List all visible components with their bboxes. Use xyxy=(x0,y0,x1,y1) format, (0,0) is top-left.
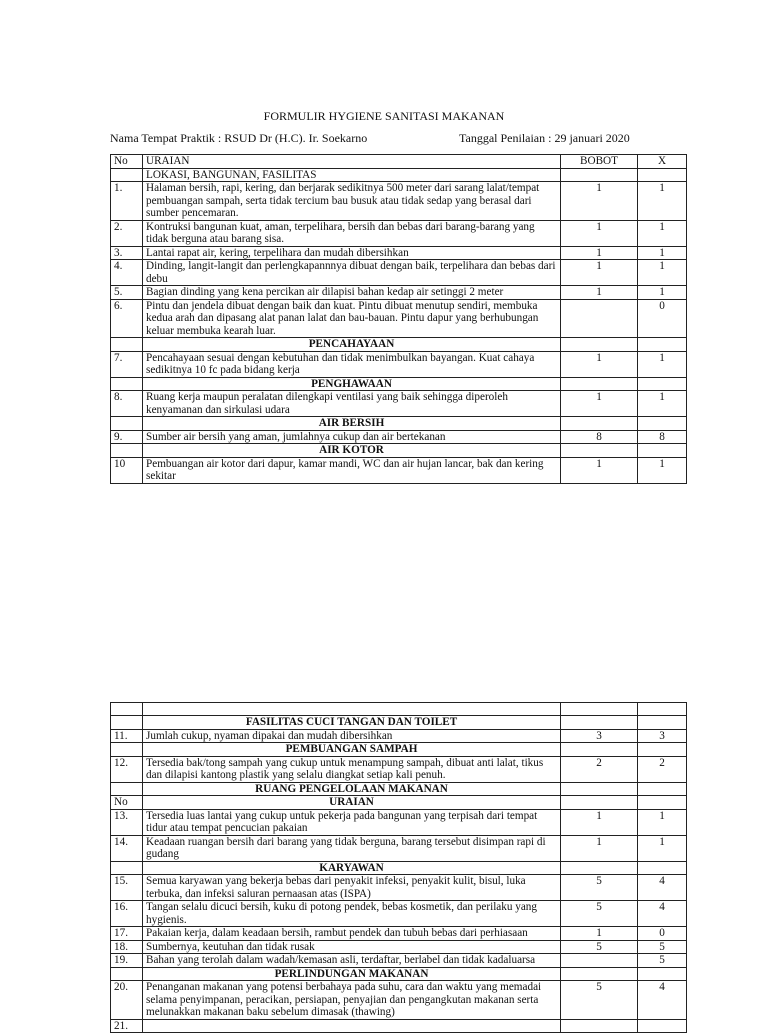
item-x: 4 xyxy=(638,981,687,1020)
table-row xyxy=(111,430,687,444)
blank-cell xyxy=(111,703,143,716)
item-x xyxy=(638,1019,687,1033)
item-bobot: 1 xyxy=(561,835,638,861)
item-number: 1. xyxy=(111,182,143,221)
hygiene-table-1 xyxy=(110,154,687,484)
item-bobot: 5 xyxy=(561,875,638,901)
blank-row xyxy=(111,703,687,716)
item-description: Dinding, langit-langit dan perlengkapannnya dibuat dengan baik, terpelihara dan bebas dari debu xyxy=(143,260,561,286)
item-bobot: 5 xyxy=(561,940,638,954)
item-x: 8 xyxy=(638,430,687,444)
table-row xyxy=(111,457,687,483)
item-x: 1 xyxy=(638,246,687,260)
item-number: 15. xyxy=(111,875,143,901)
item-bobot: 1 xyxy=(561,220,638,246)
item-number: 13. xyxy=(111,809,143,835)
item-description: Semua karyawan yang bekerja bebas dari penyakit infeksi, penyakit kulit, bisul, luka terbuka, dan infeksi saluran pernaasan atas (ISPA) xyxy=(143,875,561,901)
item-x: 1 xyxy=(638,351,687,377)
table-row xyxy=(111,182,687,221)
section-row xyxy=(111,444,687,458)
item-description: Pakaian kerja, dalam keadaan bersih, rambut pendek dan tubuh bebas dari perhiasaan xyxy=(143,927,561,941)
item-description: Lantai rapat air, kering, terpelihara dan mudah dibersihkan xyxy=(143,246,561,260)
table-row xyxy=(111,835,687,861)
item-number: 18. xyxy=(111,940,143,954)
section-spacer xyxy=(111,444,143,458)
item-x: 0 xyxy=(638,299,687,338)
table-row xyxy=(111,391,687,417)
item-number: 11. xyxy=(111,729,143,743)
section-heading: PEMBUANGAN SAMPAH xyxy=(143,743,561,757)
table-row xyxy=(111,901,687,927)
item-bobot: 8 xyxy=(561,430,638,444)
hygiene-table-2 xyxy=(110,702,687,1033)
section-spacer xyxy=(638,417,687,431)
table-row xyxy=(111,756,687,782)
table-row xyxy=(111,220,687,246)
section-spacer xyxy=(638,716,687,730)
section-row xyxy=(111,417,687,431)
item-x: 2 xyxy=(638,756,687,782)
section-row xyxy=(111,967,687,981)
category-spacer xyxy=(561,168,638,182)
item-description: Keadaan ruangan bersih dari barang yang tidak berguna, barang tersebut disimpan rapi di gudang xyxy=(143,835,561,861)
item-bobot xyxy=(561,1019,638,1033)
item-description xyxy=(143,1019,561,1033)
category-spacer xyxy=(111,168,143,182)
header-no: No xyxy=(111,155,143,169)
item-bobot: 1 xyxy=(561,260,638,286)
item-number: 5. xyxy=(111,286,143,300)
section-heading: KARYAWAN xyxy=(143,861,561,875)
item-bobot: 1 xyxy=(561,286,638,300)
item-x: 5 xyxy=(638,940,687,954)
item-number: 8. xyxy=(111,391,143,417)
item-description: Pencahayaan sesuai dengan kebutuhan dan tidak menimbulkan bayangan. Kuat cahaya sedikitnya 10 fc pada bidang kerja xyxy=(143,351,561,377)
section-spacer xyxy=(638,782,687,796)
blank-cell xyxy=(143,703,561,716)
item-x: 1 xyxy=(638,220,687,246)
table-header-row xyxy=(111,155,687,169)
table-row xyxy=(111,809,687,835)
item-bobot: 1 xyxy=(561,246,638,260)
table-row xyxy=(111,927,687,941)
section-row xyxy=(111,338,687,352)
item-description: Jumlah cukup, nyaman dipakai dan mudah dibersihkan xyxy=(143,729,561,743)
item-description: Sumber air bersih yang aman, jumlahnya cukup dan air bertekanan xyxy=(143,430,561,444)
section-spacer xyxy=(561,967,638,981)
item-number: 17. xyxy=(111,927,143,941)
item-description: Bagian dinding yang kena percikan air dilapisi bahan kedap air setinggi 2 meter xyxy=(143,286,561,300)
item-x: 1 xyxy=(638,391,687,417)
item-bobot xyxy=(561,954,638,968)
item-number: 7. xyxy=(111,351,143,377)
item-number: 20. xyxy=(111,981,143,1020)
section-spacer xyxy=(111,338,143,352)
item-description: Pembuangan air kotor dari dapur, kamar mandi, WC dan air hujan lancar, bak dan kering sekitar xyxy=(143,457,561,483)
section-row xyxy=(111,861,687,875)
item-number: 14. xyxy=(111,835,143,861)
section-row xyxy=(111,743,687,757)
blank-cell xyxy=(561,703,638,716)
section-spacer xyxy=(111,861,143,875)
section-spacer xyxy=(111,716,143,730)
item-x: 0 xyxy=(638,927,687,941)
category-row xyxy=(111,168,687,182)
item-description: Pintu dan jendela dibuat dengan baik dan kuat. Pintu dibuat menutup sendiri, membuka kedua arah dan dipasang alat panan lalat dan bau-bauan. Pintu dapur yang berhubungan keluar membuka kearah luar. xyxy=(143,299,561,338)
section-heading: PERLINDUNGAN MAKANAN xyxy=(143,967,561,981)
item-x: 1 xyxy=(638,286,687,300)
subheader-row xyxy=(111,796,687,810)
table-row xyxy=(111,875,687,901)
table-row xyxy=(111,246,687,260)
item-number: 9. xyxy=(111,430,143,444)
item-description: Tangan selalu dicuci bersih, kuku di potong pendek, bebas kosmetik, dan perilaku yang hygienis. xyxy=(143,901,561,927)
section-heading: AIR BERSIH xyxy=(143,417,561,431)
item-bobot: 1 xyxy=(561,391,638,417)
section-spacer xyxy=(561,417,638,431)
section-heading: FASILITAS CUCI TANGAN DAN TOILET xyxy=(143,716,561,730)
table-row xyxy=(111,981,687,1020)
item-x: 5 xyxy=(638,954,687,968)
item-description: Penanganan makanan yang potensi berbahaya pada suhu, cara dan waktu yang memadai selama penyimpanan, peracikan, persiapan, penyajian dan pengangkutan makanan serta melunakkan makanan baku sebelum dimasak (thawing) xyxy=(143,981,561,1020)
table-row xyxy=(111,729,687,743)
header-uraian: URAIAN xyxy=(143,155,561,169)
item-x: 1 xyxy=(638,260,687,286)
section-heading: RUANG PENGELOLAAN MAKANAN xyxy=(143,782,561,796)
table-row xyxy=(111,260,687,286)
section-spacer xyxy=(561,338,638,352)
item-description: Kontruksi bangunan kuat, aman, terpelihara, bersih dan bebas dari barang-barang yang tidak berguna atau barang sisa. xyxy=(143,220,561,246)
section-spacer xyxy=(638,967,687,981)
table-row xyxy=(111,1019,687,1033)
section-heading: PENCAHAYAAN xyxy=(143,338,561,352)
section-spacer xyxy=(111,743,143,757)
item-bobot: 3 xyxy=(561,729,638,743)
subheader-spacer xyxy=(638,796,687,810)
section-spacer xyxy=(561,861,638,875)
item-number: 4. xyxy=(111,260,143,286)
table-row xyxy=(111,286,687,300)
item-x: 3 xyxy=(638,729,687,743)
table-row xyxy=(111,299,687,338)
section-spacer xyxy=(638,861,687,875)
section-spacer xyxy=(561,444,638,458)
item-number: 21. xyxy=(111,1019,143,1033)
section-spacer xyxy=(111,417,143,431)
item-number: 12. xyxy=(111,756,143,782)
item-x: 1 xyxy=(638,182,687,221)
item-description: Tersedia luas lantai yang cukup untuk pekerja pada bangunan yang terpisah dari tempat tidur atau tempat pencucian pakaian xyxy=(143,809,561,835)
section-spacer xyxy=(638,338,687,352)
place-label: Nama Tempat Praktik : RSUD Dr (H.C). Ir. Soekarno xyxy=(110,131,368,145)
category-label: LOKASI, BANGUNAN, FASILITAS xyxy=(143,168,561,182)
header-bobot: BOBOT xyxy=(561,155,638,169)
item-number: 10 xyxy=(111,457,143,483)
item-number: 3. xyxy=(111,246,143,260)
section-spacer xyxy=(638,377,687,391)
item-description: Bahan yang terolah dalam wadah/kemasan asli, terdaftar, berlabel dan tidak kadaluarsa xyxy=(143,954,561,968)
form-title: FORMULIR HYGIENE SANITASI MAKANAN xyxy=(263,109,505,123)
item-bobot: 2 xyxy=(561,756,638,782)
category-spacer xyxy=(638,168,687,182)
section-heading: AIR KOTOR xyxy=(143,444,561,458)
item-bobot: 1 xyxy=(561,351,638,377)
item-x: 4 xyxy=(638,875,687,901)
item-description: Tersedia bak/tong sampah yang cukup untuk menampung sampah, dibuat anti lalat, tikus dan dilapisi kantong plastik yang selalu diangkat setiap kali penuh. xyxy=(143,756,561,782)
subheader-spacer xyxy=(561,796,638,810)
item-bobot: 1 xyxy=(561,809,638,835)
table-row xyxy=(111,954,687,968)
item-bobot: 1 xyxy=(561,182,638,221)
item-x: 1 xyxy=(638,835,687,861)
subheader-no: No xyxy=(111,796,143,810)
item-number: 6. xyxy=(111,299,143,338)
item-description: Ruang kerja maupun peralatan dilengkapi ventilasi yang baik sehingga diperoleh kenyamanan dan sirkulasi udara xyxy=(143,391,561,417)
section-row xyxy=(111,716,687,730)
assessment-date: Tanggal Penilaian : 29 januari 2020 xyxy=(459,131,630,145)
section-spacer xyxy=(111,377,143,391)
section-row xyxy=(111,377,687,391)
item-bobot: 1 xyxy=(561,927,638,941)
item-x: 1 xyxy=(638,809,687,835)
item-number: 2. xyxy=(111,220,143,246)
section-spacer xyxy=(561,782,638,796)
item-bobot: 1 xyxy=(561,457,638,483)
section-spacer xyxy=(638,444,687,458)
section-spacer xyxy=(561,743,638,757)
item-bobot xyxy=(561,299,638,338)
header-x: X xyxy=(638,155,687,169)
item-x: 4 xyxy=(638,901,687,927)
item-number: 16. xyxy=(111,901,143,927)
table-row xyxy=(111,351,687,377)
section-spacer xyxy=(561,377,638,391)
item-x: 1 xyxy=(638,457,687,483)
item-number: 19. xyxy=(111,954,143,968)
section-spacer xyxy=(638,743,687,757)
item-description: Halaman bersih, rapi, kering, dan berjarak sedikitnya 500 meter dari sarang lalat/tempat pembuangan sampah, serta tidak tercium bau busuk atau tidak sedap yang berasal dari sumber pencemaran. xyxy=(143,182,561,221)
blank-cell xyxy=(638,703,687,716)
subheader-uraian: URAIAN xyxy=(143,796,561,810)
section-spacer xyxy=(111,782,143,796)
item-bobot: 5 xyxy=(561,981,638,1020)
item-description: Sumbernya, keutuhan dan tidak rusak xyxy=(143,940,561,954)
item-bobot: 5 xyxy=(561,901,638,927)
section-spacer xyxy=(111,967,143,981)
section-row xyxy=(111,782,687,796)
section-spacer xyxy=(561,716,638,730)
section-heading: PENGHAWAAN xyxy=(143,377,561,391)
table-row xyxy=(111,940,687,954)
